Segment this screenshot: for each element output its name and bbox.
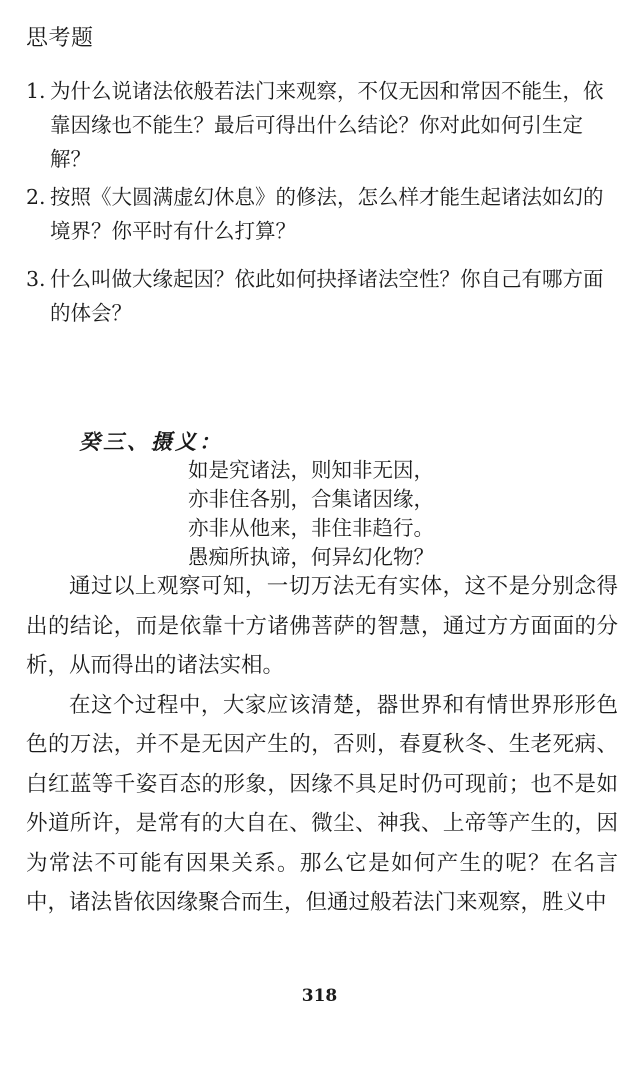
question-text: 为什么说诸法依般若法门来观察，不仅无因和常因不能生，依靠因缘也不能生？最后可得出什么结论？你对此如何引生定解？ — [50, 79, 604, 171]
paragraph: 通过以上观察可知，一切万法无有实体，这不是分别念得出的结论，而是依靠十方诸佛菩萨的智慧，通过方方面面的分析，从而得出的诸法实相。 — [26, 574, 618, 678]
body-text — [26, 567, 618, 923]
verse-line: 如是究诸法，则知非无因， — [188, 458, 434, 482]
question-number: 3. — [26, 267, 46, 291]
section-title: 癸三、摄义： — [79, 429, 223, 454]
question-number: 1. — [26, 79, 46, 103]
page-number: 318 — [301, 986, 338, 1006]
question-item — [26, 74, 616, 176]
question-item — [26, 262, 616, 330]
question-text: 什么叫做大缘起因？依此如何抉择诸法空性？你自己有哪方面的体会？ — [50, 267, 604, 325]
verse-block — [188, 456, 434, 572]
verse-line: 亦非住各别，合集诸因缘， — [188, 487, 434, 511]
question-number: 2. — [26, 185, 46, 209]
verse-line: 亦非从他来，非住非趋行。 — [188, 516, 434, 540]
question-item — [26, 180, 616, 248]
section-heading: 思考题 — [26, 26, 94, 51]
verse-line: 愚痴所执谛，何异幻化物？ — [188, 545, 434, 569]
question-text: 按照《大圆满虚幻休息》的修法，怎么样才能生起诸法如幻的境界？你平时有什么打算？ — [50, 185, 604, 243]
paragraph: 在这个过程中，大家应该清楚，器世界和有情世界形形色色的万法，并不是无因产生的，否则，春夏秋冬、生老死病、白红蓝等千姿百态的形象，因缘不具足时仍可现前；也不是如外道所许，是常有的大自在、微尘、神我、上帝等产生的，因为常法不可能有因果关系。那么它是如何产生的呢？在名言中，诸法皆依因缘聚合而生，但通过般若法门来观察，胜义中 — [26, 692, 618, 915]
